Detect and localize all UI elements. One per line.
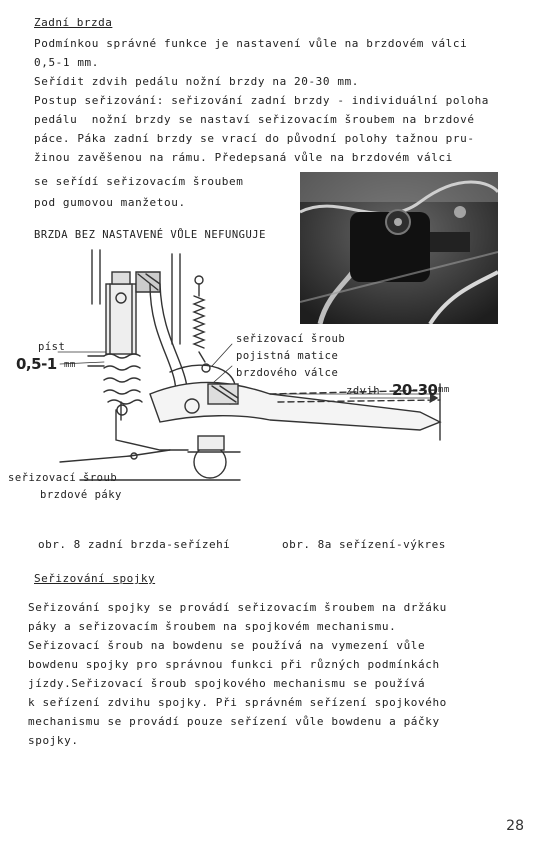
paragraph-line: žinou zavěšenou na rámu. Předepsaná vůle na brzdovém válci (34, 151, 453, 164)
label-stroke: zdvih (346, 385, 381, 397)
label-stroke-unit: mm (438, 385, 450, 395)
paragraph-line: páce. Páka zadní brzdy se vrací do původní polohy tažnou pru- (34, 132, 475, 145)
paragraph-line: Seřídit zdvih pedálu nožní brzdy na 20-30 mm. (34, 75, 360, 88)
page-number: 28 (506, 818, 524, 834)
label-brake-lever: brzdové páky (40, 489, 122, 501)
section-heading-clutch: Seřizování spojky (34, 572, 156, 585)
section-heading-rear-brake: Zadní brzda (34, 16, 113, 29)
paragraph-line: mechanismu se provádí pouze seřízení vůle bowdenu a páčky (28, 715, 440, 728)
paragraph-line: pedálu nožní brzdy se nastaví seřizovacím šroubem na brzdové (34, 113, 475, 126)
diagram-title: BRZDA BEZ NASTAVENÉ VŮLE NEFUNGUJE (34, 229, 266, 241)
label-lock-nut: pojistná matice (236, 350, 339, 362)
paragraph-line: Postup seřizování: seřizování zadní brzdy - individuální poloha (34, 94, 490, 107)
label-adjust-screw-cylinder: seřizovací šroub (236, 333, 346, 345)
paragraph-line: 0,5-1 mm. (34, 56, 100, 69)
paragraph-line: Seřizovací šroub na bowdenu se používá na vymezení vůle (28, 639, 426, 652)
label-clearance-unit: mm (64, 360, 76, 370)
paragraph-line: Podmínkou správné funkce je nastavení vůle na brzdovém válci (34, 37, 468, 50)
paragraph-line: Seřizování spojky se provádí seřizovacím šroubem na držáku (28, 601, 447, 614)
label-brake-cylinder: brzdového válce (236, 367, 339, 379)
paragraph-line: k seřízení zdvihu spojky. Při správném seřízení spojkového (28, 696, 447, 709)
paragraph-line: bowdenu spojky pro správnou funkci při různých podmínkách (28, 658, 440, 671)
label-piston: píst (38, 341, 66, 353)
paragraph-line: pod gumovou manžetou. (34, 196, 186, 209)
paragraph-line: spojky. (28, 734, 79, 747)
label-stroke-value: 20-30 (392, 381, 438, 399)
figure-caption-8: obr. 8 zadní brzda-seřízehí (38, 538, 231, 551)
paragraph-line: páky a seřizovacím šroubem na spojkovém mechanismu. (28, 620, 397, 633)
label-clearance-value: 0,5-1 (16, 355, 57, 373)
paragraph-line: jízdy.Seřizovací šroub spojkového mechanismu se používá (28, 677, 426, 690)
figure-caption-8a: obr. 8a seřízení-výkres (282, 538, 446, 551)
label-adjust-screw-lever: seřizovací šroub (8, 472, 118, 484)
paragraph-line: se seřídí seřizovacím šroubem (34, 175, 244, 188)
